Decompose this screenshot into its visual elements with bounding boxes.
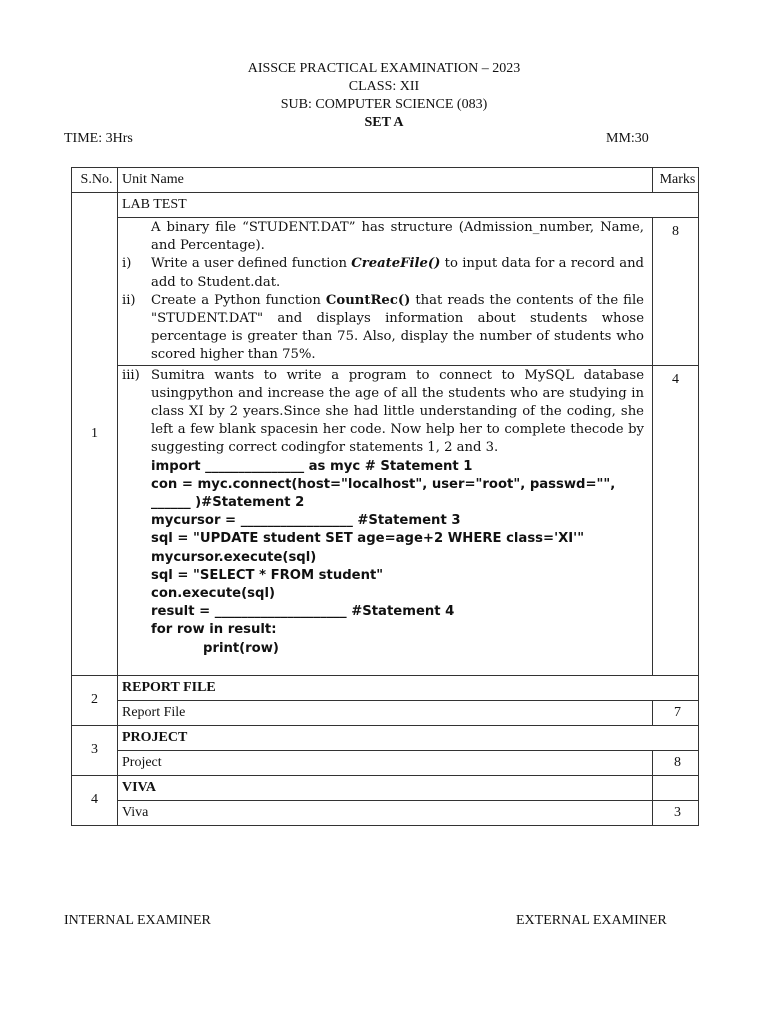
section-2-title-row: [72, 675, 699, 700]
question-2-marks: 4: [653, 365, 699, 675]
question-1-marks: 8: [653, 218, 699, 366]
exam-table: [71, 167, 699, 826]
code-line: ______ )#Statement 2: [151, 495, 305, 511]
exam-title: AISSCE PRACTICAL EXAMINATION – 2023: [247, 61, 521, 76]
code-line: sql = "UPDATE student SET age=age+2 WHERE class='XI'": [151, 531, 585, 547]
section-4-title-marks-empty: [653, 775, 699, 800]
marks-header: Marks: [653, 168, 699, 193]
countrec-function-name: CountRec(): [325, 292, 411, 308]
set-line: SET A: [364, 115, 404, 130]
subject-line: SUB: COMPUTER SCIENCE (083): [280, 97, 488, 112]
code-line: mycursor = _________________ #Statement 3: [151, 513, 461, 529]
question-1-ii-text-end: that reads the contents of the file "STUDENT.DAT" and displays information about students whose percentage is greater than 75. Also, display the number of students who scored higher than 75%.: [151, 292, 644, 363]
section-2-sno: 2: [72, 675, 118, 725]
section-4-marks: 3: [653, 800, 699, 825]
section-4-item-row: [72, 800, 699, 825]
section-1-title: LAB TEST: [118, 193, 699, 218]
code-line: for row in result:: [151, 622, 277, 638]
question-1-cell: [118, 218, 653, 366]
time-label: TIME: 3Hrs: [64, 131, 133, 146]
question-1-intro: A binary file “STUDENT.DAT” has structure (Admission_number, Name, and Percentage).: [151, 220, 644, 254]
code-line: sql = "SELECT * FROM student": [151, 567, 384, 583]
code-line: import _______________ as myc # Statement 1: [151, 458, 473, 474]
section-3-item-row: [72, 750, 699, 775]
section-3-marks: 8: [653, 750, 699, 775]
question-2-iii-number: iii): [122, 367, 140, 383]
question-1-row: [72, 218, 699, 366]
section-4-title-row: [72, 775, 699, 800]
section-1-title-row: [72, 193, 699, 218]
createfile-function-name: CreateFile(): [351, 256, 441, 272]
section-2-item-row: [72, 700, 699, 725]
section-4-item: Viva: [118, 800, 653, 825]
class-line: CLASS: XII: [348, 79, 420, 94]
question-1-i-text-end: to input data for a record and add to Student.dat.: [151, 256, 644, 290]
max-marks-label: MM:30: [606, 131, 649, 146]
internal-examiner-label: INTERNAL EXAMINER: [64, 913, 211, 928]
question-2-cell: [118, 365, 653, 675]
section-2-item: Report File: [118, 700, 653, 725]
unit-name-header: Unit Name: [118, 168, 653, 193]
question-2-text: Sumitra wants to write a program to connect to MySQL database usingpython and increase the age of all the students who are studying in class XI by 2 years.Since she had little understanding of the coding, she left a few blank spacesin her code. Now help her to complete thecode by suggesting correct codingfor statements 1, 2 and 3.: [151, 367, 644, 456]
question-2-row: [72, 365, 699, 675]
section-4-sno: 4: [72, 775, 118, 825]
table-header-row: [72, 168, 699, 193]
code-line: mycursor.execute(sql): [151, 549, 317, 565]
sno-header: S.No.: [72, 168, 118, 193]
section-3-sno: 3: [72, 725, 118, 775]
code-line: print(row): [203, 640, 279, 656]
code-line: con.execute(sql): [151, 586, 275, 602]
code-line: con = myc.connect(host="localhost", user="root", passwd="",: [151, 476, 616, 492]
section-2-marks: 7: [653, 700, 699, 725]
question-1-ii-text: Create a Python function: [151, 292, 326, 308]
section-3-item: Project: [118, 750, 653, 775]
section-2-title: REPORT FILE: [118, 675, 699, 700]
question-1-i-text: Write a user defined function: [151, 256, 352, 272]
section-3-title-row: [72, 725, 699, 750]
question-1-i-number: i): [122, 256, 132, 272]
section-1-sno: 1: [72, 193, 118, 676]
question-1-ii-number: ii): [122, 292, 136, 308]
section-3-title: PROJECT: [118, 725, 699, 750]
external-examiner-label: EXTERNAL EXAMINER: [516, 913, 667, 928]
code-block: [151, 458, 644, 658]
code-line: result = ____________________ #Statement 4: [151, 604, 455, 620]
section-4-title: VIVA: [118, 775, 653, 800]
